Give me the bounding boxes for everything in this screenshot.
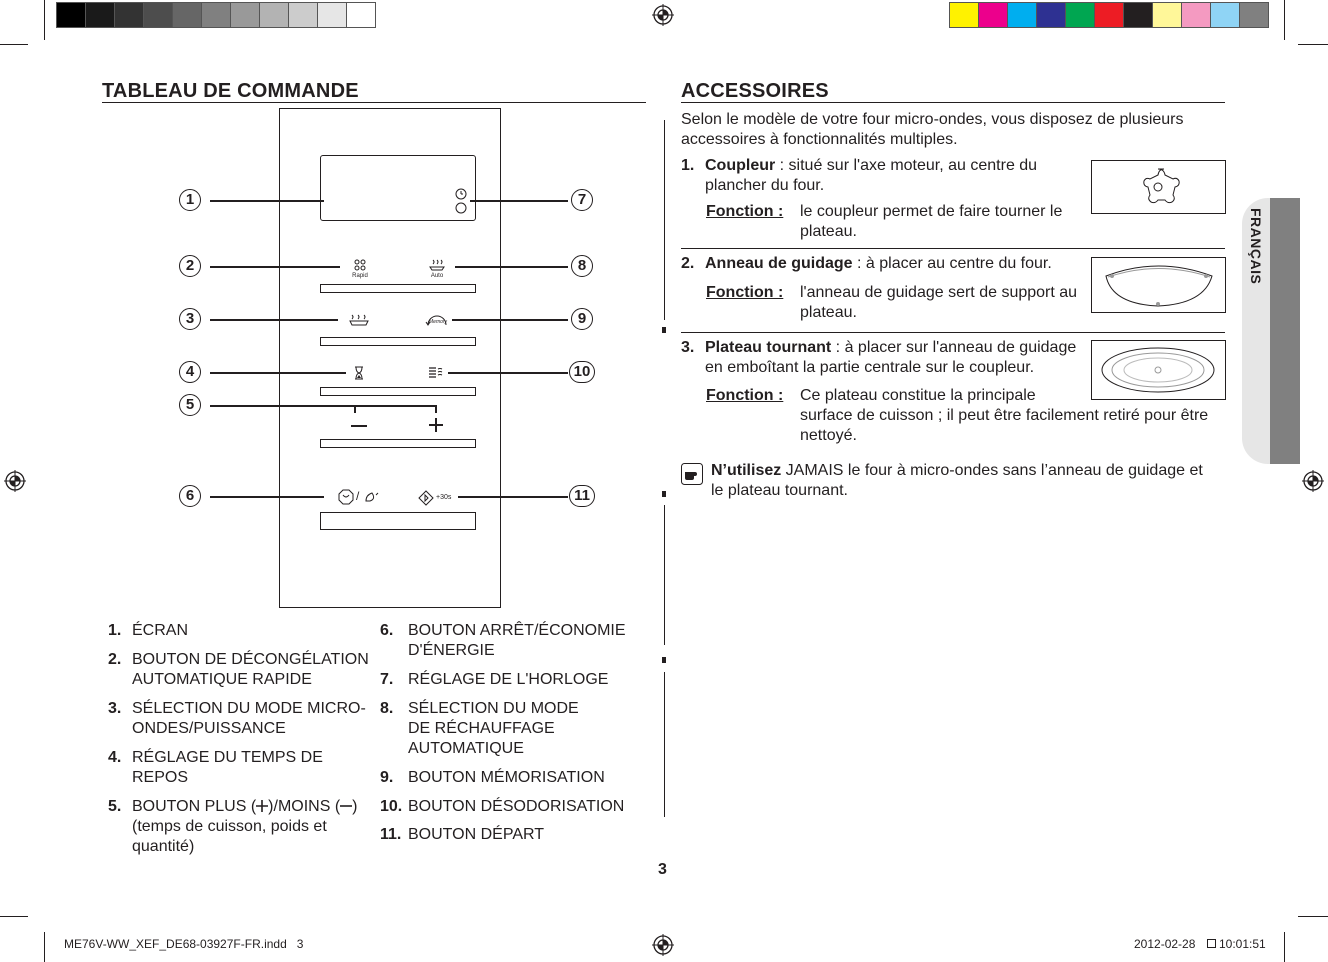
accessories-title: ACCESSOIRES — [681, 80, 829, 102]
crop-mark — [1298, 916, 1328, 917]
coupler-image — [1091, 160, 1226, 214]
fonction-text: nettoyé. — [800, 427, 857, 444]
fonction-label: Fonction : — [706, 387, 784, 404]
plus-icon — [256, 800, 268, 812]
color-swatch — [346, 2, 376, 28]
turntable-image — [1091, 340, 1226, 400]
button-slot[interactable] — [320, 337, 476, 346]
callout-5: 5 — [179, 394, 201, 416]
note-bold: N’utilisez — [711, 462, 782, 479]
list-number: 6. — [380, 622, 394, 639]
accessory-desc-line: plancher du four. — [705, 177, 825, 194]
callout-1: 1 — [179, 189, 201, 211]
auto-label: Auto — [430, 273, 444, 279]
list-item-text: )/MOINS ( — [268, 798, 341, 815]
list-item: BOUTON DÉPART — [408, 826, 545, 843]
plus-minus-bracket — [354, 405, 436, 407]
crop-mark — [0, 44, 28, 45]
color-swatch — [1094, 2, 1124, 28]
pointing-hand-icon — [681, 463, 703, 485]
callout-9: 9 — [571, 308, 593, 330]
leader-line — [458, 496, 568, 498]
color-swatch — [1065, 2, 1095, 28]
color-swatch — [172, 2, 202, 28]
leader-line — [210, 200, 324, 202]
note-text-a: JAMAIS le four à micro-ondes sans l’anneau de guidage et — [781, 462, 1203, 479]
auto-reheat-icon — [423, 258, 451, 279]
registration-mark-icon — [1302, 470, 1324, 492]
column-divider-dot — [662, 491, 666, 497]
color-swatch — [143, 2, 173, 28]
list-number: 3. — [108, 700, 122, 717]
language-tab-label: FRANÇAIS — [1248, 208, 1264, 285]
crop-mark — [0, 916, 28, 917]
list-item-detail: (temps de cuisson, poids et quantité) — [132, 818, 327, 855]
accessory-description — [705, 338, 1095, 358]
accessory-description — [705, 254, 1085, 274]
crop-mark — [1284, 0, 1285, 40]
column-divider — [664, 672, 665, 817]
list-item: BOUTON ARRÊT/ÉCONOMIE D'ÉNERGIE — [408, 622, 626, 659]
start-icon — [418, 490, 460, 506]
fonction-text: Ce plateau constitue la principale — [800, 387, 1036, 404]
button-slot[interactable] — [320, 439, 476, 448]
accessory-desc-line: en emboîtant la partie centrale sur le coupleur. — [705, 359, 1035, 376]
section-rule — [681, 332, 1225, 333]
footer-date: 2012-02-28 — [1134, 937, 1196, 951]
callout-6: 6 — [179, 485, 201, 507]
accessory-number: 1. — [681, 157, 695, 174]
color-swatch — [1152, 2, 1182, 28]
color-swatch — [85, 2, 115, 28]
column-divider — [664, 505, 665, 645]
column-divider-dot — [662, 327, 666, 333]
accessory-desc-text: : à placer sur l'anneau de guidage — [831, 339, 1077, 356]
color-swatch — [317, 2, 347, 28]
list-number: 2. — [108, 651, 122, 668]
accessory-name: Anneau de guidage — [705, 255, 853, 272]
button-slot[interactable] — [320, 512, 476, 530]
list-item: BOUTON DE DÉCONGÉLATION AUTOMATIQUE RAPIDE — [132, 651, 369, 688]
footer-time: 10:01:51 — [1219, 937, 1266, 951]
registration-mark-icon — [652, 934, 674, 956]
color-swatch — [288, 2, 318, 28]
fonction-text: plateau. — [800, 304, 857, 321]
list-item: RÉGLAGE DU TEMPS DE REPOS — [132, 749, 323, 786]
accessory-number: 2. — [681, 255, 695, 272]
callout-7: 7 — [571, 189, 593, 211]
color-swatch — [56, 2, 86, 28]
note-text — [711, 461, 1221, 481]
roller-ring-image — [1091, 257, 1226, 313]
crop-mark — [1298, 44, 1328, 45]
accessory-description — [705, 156, 1085, 176]
page-number: 3 — [658, 861, 667, 878]
leader-line — [470, 200, 568, 202]
crop-mark — [44, 0, 45, 40]
memory-icon — [424, 313, 450, 327]
color-swatch — [1123, 2, 1153, 28]
stop-divider: / — [356, 489, 360, 503]
clock-icon — [454, 188, 468, 216]
list-number: 11. — [380, 826, 402, 843]
list-number: 9. — [380, 769, 394, 786]
list-item-text: ) — [352, 798, 358, 815]
roller-ring-icon — [1092, 258, 1225, 312]
fonction-text: surface de cuisson ; il peut être facilement retiré pour être — [800, 407, 1209, 424]
bracket-tick — [435, 405, 437, 413]
callout-3: 3 — [179, 308, 201, 330]
list-number: 8. — [380, 700, 394, 717]
accessory-desc-text: : à placer au centre du four. — [852, 255, 1052, 272]
list-item: BOUTON MÉMORISATION — [408, 769, 605, 786]
leader-line — [448, 372, 568, 374]
fonction-label: Fonction : — [706, 284, 784, 301]
accessories-intro: Selon le modèle de votre four micro-ondes, vous disposez de plusieurs accessoires à fonctionnalités multiples. — [681, 111, 1184, 148]
color-swatch — [201, 2, 231, 28]
fonction-text: le coupleur permet de faire tourner le — [800, 203, 1063, 220]
accessory-desc-text: : situé sur l'axe moteur, au centre du — [775, 157, 1038, 174]
list-number: 1. — [108, 622, 122, 639]
list-item: RÉGLAGE DE L'HORLOGE — [408, 671, 609, 688]
color-swatch — [1239, 2, 1269, 28]
leader-line — [455, 266, 568, 268]
registration-mark-icon — [4, 470, 26, 492]
note-text-line: le plateau tournant. — [711, 482, 848, 499]
title-rule — [102, 102, 646, 103]
footer-clock-icon — [1207, 939, 1216, 948]
list-item: SÉLECTION DU MODE MICRO-ONDES/PUISSANCE — [132, 700, 366, 737]
deodorize-icon — [428, 366, 444, 380]
list-number: 5. — [108, 798, 122, 815]
footer-filename: ME76V-WW_XEF_DE68-03927F-FR.indd 3 — [64, 937, 304, 951]
callout-4: 4 — [179, 361, 201, 383]
leader-line — [210, 405, 354, 407]
crop-mark — [44, 932, 45, 962]
fonction-label: Fonction : — [706, 203, 784, 220]
button-slot[interactable] — [320, 387, 476, 396]
list-number: 7. — [380, 671, 394, 688]
list-item — [132, 797, 372, 817]
list-number: 10. — [380, 798, 403, 815]
rapid-label: Rapid — [352, 273, 368, 279]
memory-label: Memory — [429, 319, 448, 325]
fonction-text: plateau. — [800, 223, 857, 240]
leader-line — [210, 266, 340, 268]
color-swatch — [114, 2, 144, 28]
accessory-name: Coupleur — [705, 157, 776, 174]
hourglass-icon — [353, 366, 365, 380]
color-swatch — [230, 2, 260, 28]
leader-line — [210, 319, 338, 321]
callout-10: 10 — [569, 361, 595, 383]
callout-11: 11 — [569, 485, 595, 507]
rapid-defrost-icon — [346, 258, 374, 279]
start-suffix: +30s — [436, 494, 452, 501]
column-divider — [664, 120, 665, 320]
stop-eco-icon — [338, 489, 386, 505]
column-divider-dot — [662, 657, 666, 663]
bracket-tick — [354, 405, 356, 413]
minus-icon — [340, 800, 352, 812]
color-swatch — [1007, 2, 1037, 28]
list-item: BOUTON DÉSODORISATION — [408, 798, 625, 815]
accessory-number: 3. — [681, 339, 695, 356]
plus-icon — [429, 418, 443, 432]
color-swatch — [259, 2, 289, 28]
list-item-text: BOUTON PLUS ( — [132, 798, 257, 815]
color-swatch — [1210, 2, 1240, 28]
callout-2: 2 — [179, 255, 201, 277]
leader-line — [210, 372, 346, 374]
list-item: SÉLECTION DU MODE DE RÉCHAUFFAGE AUTOMATIQUE — [408, 700, 579, 757]
callout-8: 8 — [571, 255, 593, 277]
list-item: ÉCRAN — [132, 622, 189, 639]
color-swatch — [949, 2, 979, 28]
accessory-name: Plateau tournant — [705, 339, 832, 356]
turntable-icon — [1092, 341, 1225, 399]
control-panel-title: TABLEAU DE COMMANDE — [102, 80, 359, 102]
crop-mark — [1284, 932, 1285, 962]
list-number: 4. — [108, 749, 122, 766]
microwave-power-icon — [349, 313, 369, 327]
language-tab-dark — [1270, 198, 1300, 464]
leader-line — [452, 319, 568, 321]
display-screen — [320, 155, 476, 221]
section-rule — [681, 248, 1225, 249]
minus-icon — [351, 425, 367, 427]
leader-line — [210, 496, 324, 498]
title-rule — [681, 102, 1225, 103]
color-swatch — [1181, 2, 1211, 28]
color-swatch — [978, 2, 1008, 28]
coupler-icon — [1092, 161, 1225, 213]
registration-mark-icon — [652, 4, 674, 26]
button-slot[interactable] — [320, 284, 476, 293]
fonction-text: l'anneau de guidage sert de support au — [800, 284, 1078, 301]
color-swatch — [1036, 2, 1066, 28]
